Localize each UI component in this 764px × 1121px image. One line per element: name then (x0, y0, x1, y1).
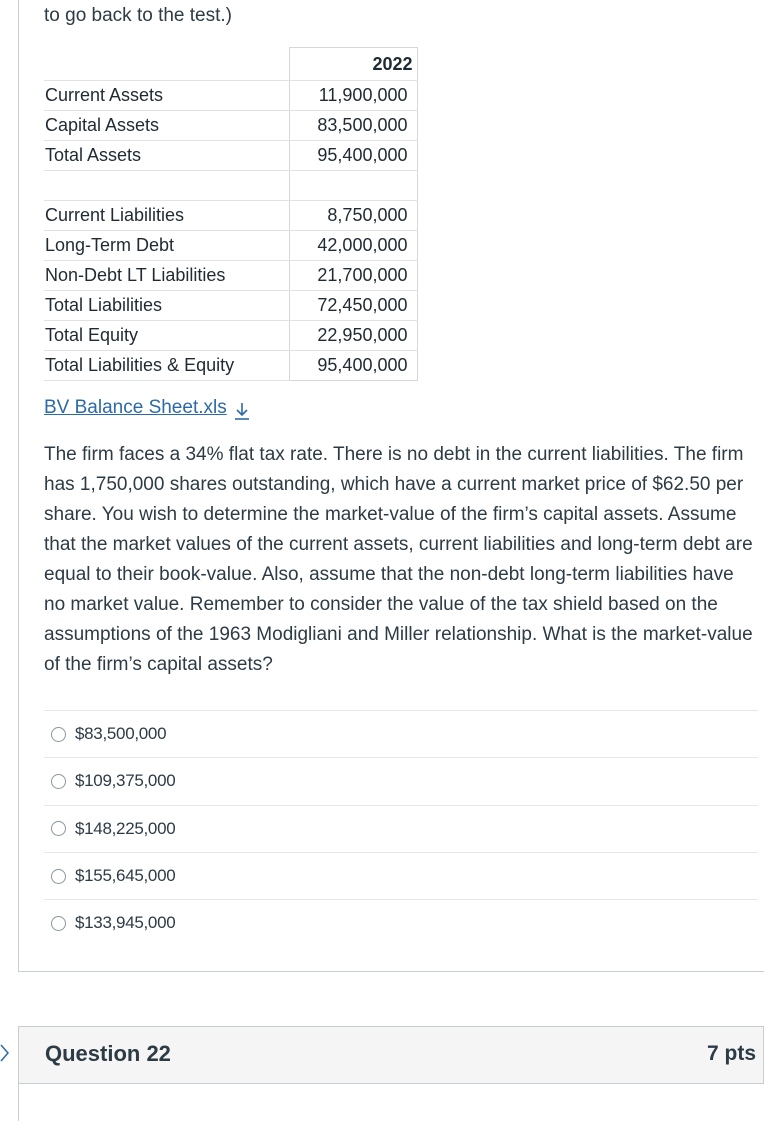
row-label: Current Liabilities (44, 201, 289, 231)
row-value: 21,700,000 (289, 261, 417, 291)
row-label: Total Liabilities & Equity (44, 351, 289, 381)
radio-button[interactable] (51, 727, 66, 742)
question-title: Question 22 (45, 1041, 171, 1066)
table-row-spacer (44, 171, 417, 201)
row-value: 95,400,000 (289, 351, 417, 381)
answer-option[interactable] (44, 710, 758, 757)
answer-label: $109,375,000 (75, 771, 176, 791)
row-label: Long-Term Debt (44, 231, 289, 261)
answer-option[interactable] (44, 805, 758, 852)
radio-button[interactable] (51, 869, 66, 884)
row-label: Total Assets (44, 141, 289, 171)
table-row (44, 81, 417, 111)
answer-label: $83,500,000 (75, 724, 167, 744)
next-question-body (18, 1084, 764, 1121)
answer-label: $133,945,000 (75, 913, 176, 933)
row-value: 72,450,000 (289, 291, 417, 321)
answer-label: $155,645,000 (75, 866, 176, 886)
table-header-blank (44, 48, 289, 81)
row-value: 42,000,000 (289, 231, 417, 261)
intro-text-tail: to go back to the test.) (44, 5, 232, 26)
table-row (44, 141, 417, 171)
answer-label: $148,225,000 (75, 818, 176, 838)
row-value: 22,950,000 (289, 321, 417, 351)
answer-option[interactable] (44, 757, 758, 804)
row-label: Non-Debt LT Liabilities (44, 261, 289, 291)
balance-sheet-file-link[interactable]: BV Balance Sheet.xls (44, 397, 227, 418)
table-row (44, 231, 417, 261)
row-value: 11,900,000 (289, 81, 417, 111)
balance-sheet-table (44, 47, 418, 381)
row-label: Capital Assets (44, 111, 289, 141)
table-row (44, 201, 417, 231)
radio-button[interactable] (51, 774, 66, 789)
table-row (44, 261, 417, 291)
row-value: 95,400,000 (289, 141, 417, 171)
table-row (44, 321, 417, 351)
answer-list (44, 710, 758, 946)
question-points: 7 pts (706, 1042, 756, 1065)
row-label: Total Equity (44, 321, 289, 351)
year-header: 2022 (289, 48, 417, 81)
table-row (44, 291, 417, 321)
row-value: 8,750,000 (289, 201, 417, 231)
row-value: 83,500,000 (289, 111, 417, 141)
chevron-right-icon[interactable] (0, 1042, 10, 1064)
table-row (44, 111, 417, 141)
table-row (44, 48, 417, 81)
next-question-header (18, 1026, 764, 1084)
answer-option[interactable] (44, 899, 758, 946)
row-label: Current Assets (44, 81, 289, 111)
answer-option[interactable] (44, 852, 758, 899)
question-text: The firm faces a 34% flat tax rate. There is no debt in the current liabilities. The firm has 1,750,000 shares outstanding, which have a current market price of $62.50 per share. You wish to determine the market-value of the firm’s capital assets. Assume that the market values of the current assets, current liabilities and long-term debt are equal to their book-value. Also, assume that the non-debt long-term liabilities have no market value. Remember to consider the value of the tax shield based on the assumptions of the 1963 Modigliani and Miller relationship. What is the market-value of the firm’s capital assets? (44, 444, 753, 675)
row-label: Total Liabilities (44, 291, 289, 321)
download-icon[interactable] (233, 401, 251, 421)
radio-button[interactable] (51, 916, 66, 931)
table-row (44, 351, 417, 381)
radio-button[interactable] (51, 821, 66, 836)
